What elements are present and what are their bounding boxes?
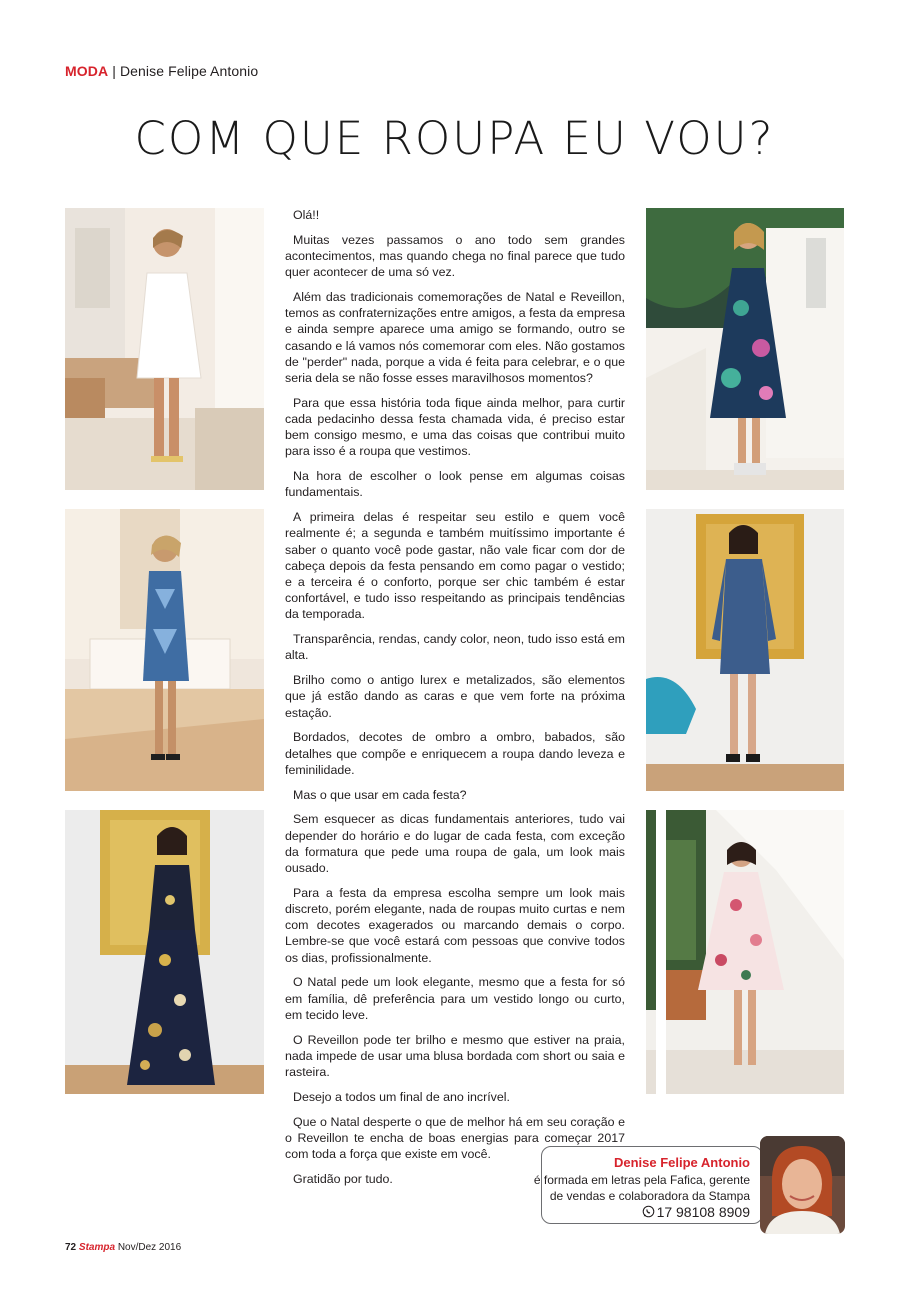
article-paragraph: Muitas vezes passamos o ano todo sem grandes acontecimentos, mas quando chega no final parece que tudo quer acontecer de uma só vez. [285,232,625,280]
author-bio-box [533,1146,763,1224]
photo-floral-blouse [646,810,844,1094]
article-paragraph: Além das tradicionais comemorações de Natal e Reveillon, temos as confraternizações entre amigos, a festa da empresa e ainda sempre aparece uma amigo se formando, outro se casando e lá vamos nós comemorar com eles. Não gostamos de "perder" nada, porque a vida é feita para celebrar, e o que seria dela se não fosse esses maravilhosos momentos? [285,290,625,386]
article-paragraph: Transparência, rendas, candy color, neon, tudo isso está em alta. [285,632,625,663]
page-title: COM QUE ROUPA EU VOU? [134,112,775,165]
article-paragraph: Brilho como o antigo lurex e metalizados, são elementos que já estão dando as caras e que vem forte na próxima estação. [285,673,625,720]
article-paragraph: Desejo a todos um final de ano incrível. [293,1089,510,1104]
bio-description-line1: é formada em letras pela Fafica, gerente [533,1173,750,1187]
article-paragraph: Gratidão por tudo. [293,1171,393,1186]
photo-tropical-dress [646,208,844,490]
article-paragraph: O Natal pede um look elegante, mesmo que a festa for só em família, dê preferência para um vestido longo ou curto, em tecido leve. [285,975,625,1022]
article-paragraph: Para a festa da empresa escolha sempre um look mais discreto, porém elegante, nada de roupas muito curtas e nem com decotes exagerados ou marcando demais o corpo. Lembre-se que você estará com pessoas que convive todos os dias, profissionalmente. [285,885,625,965]
section-header [65,63,258,79]
article-paragraph: Bordados, decotes de ombro a ombro, babados, são detalhes que compõe e enriquecem a roupa dando leveza e feminilidade. [285,730,625,777]
header-separator: | [112,63,116,79]
bio-phone-number: 17 98108 8909 [656,1204,750,1220]
article-paragraph: Mas o que usar em cada festa? [293,787,467,802]
article-paragraph: Que o Natal desperte o que de melhor há em seu coração e o Reveillon te encha de boas energias para começar 2017 com toda a força que existe em você. [285,1114,625,1162]
article-paragraph: A primeira delas é respeitar seu estilo e quem você realmente é; a segunda e também muitíssimo importante é saber o quanto você pode gastar, não vale ficar com dor de cabeça depois da festa pensando em como pagar o vestido; e a terceira é o conforto, porque ser chic também é estar confortável, e tudo isso respeitando as principais tendências da temporada. [285,510,625,622]
section-label: MODA [65,63,109,79]
photo-floral-gown [65,810,264,1094]
header-author: Denise Felipe Antonio [119,63,259,79]
whatsapp-icon [642,1205,655,1218]
article-paragraph: O Reveillon pode ter brilho e mesmo que estiver na praia, nada impede de usar uma blusa bordada com short ou saia e rasteira. [285,1032,625,1080]
author-avatar [760,1136,845,1234]
article-paragraph: Para que essa história toda fique ainda melhor, para curtir cada pedacinho dessa festa chamada vida, é preciso estar bem consigo mesmo, e uma das coisas que contribui muito para isso é a roupa que vestimos. [285,395,625,459]
photo-blue-print-dress [65,509,264,791]
page-footer [65,1242,181,1253]
page-number: 72 [65,1242,77,1253]
article-paragraph: Olá!! [293,208,320,222]
bio-description-line2: de vendas e colaboradora da Stampa [549,1189,750,1203]
magazine-name: Stampa [78,1242,116,1253]
issue-date: Nov/Dez 2016 [117,1242,182,1253]
article-paragraph: Sem esquecer as dicas fundamentais anteriores, tudo vai depender do horário e do lugar de cada festa, com exceção da formatura que pede uma roupa de gala, um look mais ousado. [285,812,625,876]
bio-phone [642,1204,750,1220]
photo-white-dress [65,208,264,490]
photo-denim-dress [646,509,844,791]
bio-author-name: Denise Felipe Antonio [613,1155,750,1170]
article-paragraph: Na hora de escolher o look pense em algumas coisas fundamentais. [285,469,625,500]
article-body [285,207,625,1196]
